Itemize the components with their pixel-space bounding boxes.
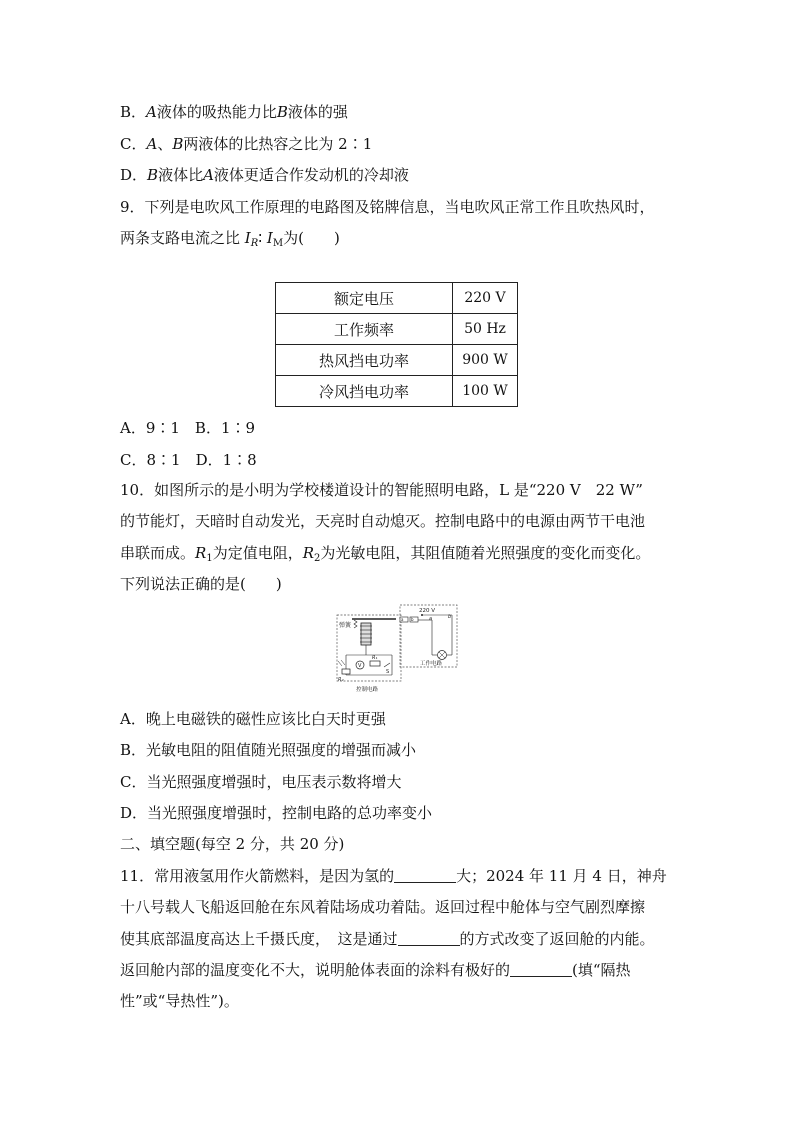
section-title: 二、填空题(每空 2 分，共 20 分) xyxy=(120,835,345,853)
q10-stem-line3: 串联而成。$R_1$为定值电阻，$R_2$为光敏电阻，其阻值随着光照强度的变化而变化。 xyxy=(120,544,651,564)
answer-blank-1[interactable] xyxy=(394,868,456,883)
r2-label: R₂ xyxy=(338,677,344,683)
spring-label: 弹簧 xyxy=(339,622,352,629)
q9-options-ab: A．9∶1 B．1∶9 xyxy=(120,419,256,437)
q8-option-b: B．A液体的吸热能力比B液体的强 xyxy=(120,103,348,121)
resistor-r1-icon xyxy=(370,661,380,666)
q9-options-cd: C．8∶1 D．1∶8 xyxy=(120,451,257,469)
q10-option-d: D．当光照强度增强时，控制电路的总功率变小 xyxy=(120,804,433,822)
table-row xyxy=(276,376,518,407)
table-row xyxy=(276,314,518,345)
control-circuit-label: 控制电路 xyxy=(356,687,379,693)
q10-stem-line4: 下列说法正确的是( ) xyxy=(120,575,282,593)
switch-label: S xyxy=(386,669,390,675)
table-cell-value: 100 W xyxy=(453,376,518,407)
table-cell-label: 工作频率 xyxy=(276,314,453,345)
q10-option-a: A．晚上电磁铁的磁性应该比白天时更强 xyxy=(120,710,386,728)
table-cell-value: 900 W xyxy=(453,345,518,376)
photoresistor-r2-icon xyxy=(342,669,350,674)
answer-blank-2[interactable] xyxy=(398,931,460,946)
table-cell-label: 热风挡电功率 xyxy=(276,345,453,376)
circuit-diagram xyxy=(334,603,460,695)
q11-line1: 11．常用液氢用作火箭燃料，是因为氢的 大；2024 年 11 月 4 日，神舟 xyxy=(120,867,667,885)
q10-option-c: C．当光照强度增强时，电压表示数将增大 xyxy=(120,773,402,791)
q9-stem-line1: 9．下列是电吹风工作原理的电路图及铭牌信息，当电吹风正常工作且吹热风时， xyxy=(120,198,655,216)
q11-line4: 返回舱内部的温度变化不大，说明舱体表面的涂料有极好的 (填“隔热 xyxy=(120,961,631,979)
spring-icon xyxy=(354,620,357,628)
q11-line5: 性”或“导热性”)。 xyxy=(120,992,239,1010)
q10-option-b: B．光敏电阻的阻值随光照强度的增强而减小 xyxy=(120,741,417,759)
q10-stem-line1: 10．如图所示的是小明为学校楼道设计的智能照明电路，L 是“220 V 22 W” xyxy=(120,481,643,499)
q8-option-d: D．B液体比A液体更适合作发动机的冷却液 xyxy=(120,166,409,184)
switch-icon xyxy=(384,663,390,667)
table-cell-value: 220 V xyxy=(453,283,518,314)
terminal-b-label: b xyxy=(448,614,452,620)
q9-stem-line2: 两条支路电流之比 $I_R∶$ $I_M$为( ) xyxy=(120,229,340,249)
voltmeter-label: V xyxy=(358,663,362,669)
q8-option-c: C．A、B两液体的比热容之比为 2∶1 xyxy=(120,135,373,153)
table-cell-label: 冷风挡电功率 xyxy=(276,376,453,407)
work-circuit-label: 工作电路 xyxy=(420,661,443,667)
terminal-a-label: a xyxy=(429,616,433,622)
table-cell-value: 50 Hz xyxy=(453,314,518,345)
table-cell-label: 额定电压 xyxy=(276,283,453,314)
contact-b-label: b xyxy=(411,617,414,622)
answer-blank-3[interactable] xyxy=(510,962,572,977)
table-row xyxy=(276,345,518,376)
r1-label: R₁ xyxy=(372,655,378,661)
q11-line2: 十八号载人飞船返回舱在东风着陆场成功着陆。返回过程中舱体与空气剧烈摩擦 xyxy=(120,898,646,916)
contact-a-label: a xyxy=(401,617,404,622)
table-row xyxy=(276,283,518,314)
voltage-label: 220 V xyxy=(419,608,436,614)
q11-line3: 使其底部温度高达上千摄氏度， 这是通过 的方式改变了返回舱的内能。 xyxy=(120,930,655,948)
q10-stem-line2: 的节能灯，天暗时自动发光，天亮时自动熄灭。控制电路中的电源由两节干电池 xyxy=(120,512,646,530)
nameplate-table xyxy=(275,282,518,407)
